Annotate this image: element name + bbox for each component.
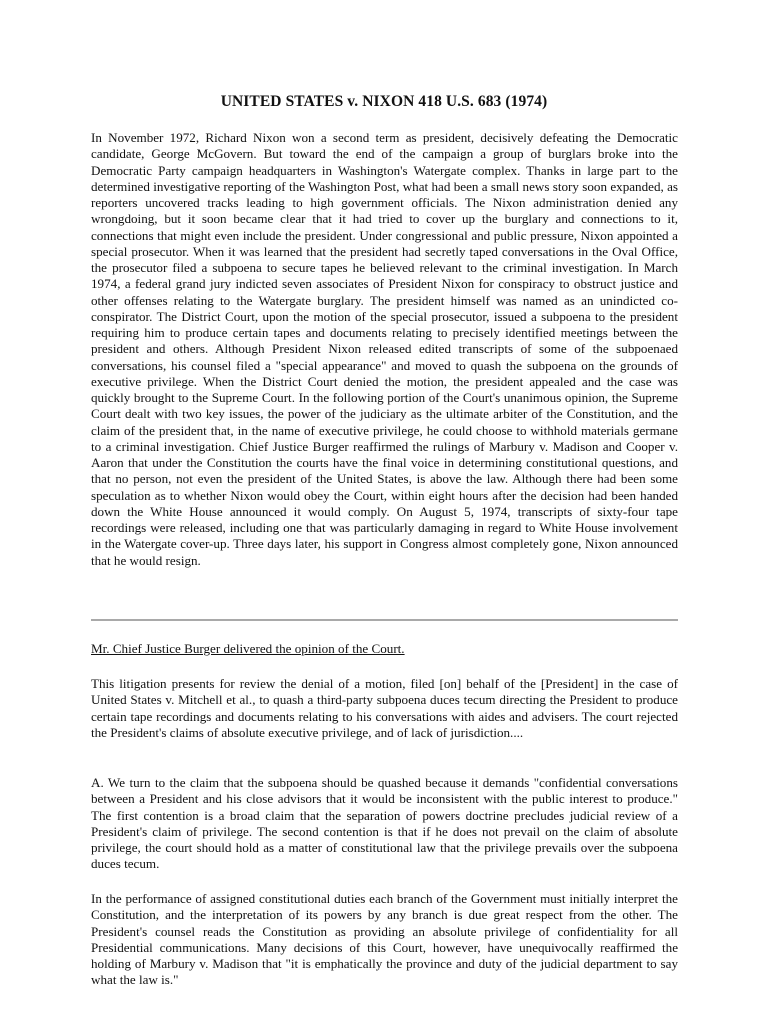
opinion-paragraph-2: A. We turn to the claim that the subpoena should be quashed because it demands "confidential conversations between a President and his close advisors that it would be inconsistent with the public interest to produce." The first contention is a broad claim that the separation of powers doctrine precludes judicial review of a President's claim of privilege. The second contention is that if he does not prevail on the claim of absolute privilege, the court should hold as a matter of constitutional law that the privilege prevails over the subpoena duces tecum. [91,775,678,872]
document-title: UNITED STATES v. NIXON 418 U.S. 683 (1974) [220,93,548,110]
section-divider [91,619,678,621]
opinion-paragraph-1: This litigation presents for review the denial of a motion, filed [on] behalf of the [President] in the case of United States v. Mitchell et al., to quash a third-party subpoena duces tecum directing the President to produce certain tape recordings and documents relating to his conversations with aides and advisers. The court rejected the President's claims of absolute executive privilege, and of lack of jurisdiction.... [91,676,678,740]
intro-paragraph: In November 1972, Richard Nixon won a second term as president, decisively defeating the Democratic candidate, George McGovern. But toward the end of the campaign a group of burglars broke into the Democratic Party campaign headquarters in Washington's Watergate complex. Thanks in large part to the determined investigative reporting of the Washington Post, what had been a small news story soon expanded, as reporters uncovered tracks leading to high government officials. The Nixon administration denied any wrongdoing, but it soon became clear that it had tried to cover up the burglary and connections to it, connections that might even include the president. Under congressional and public pressure, Nixon appointed a special prosecutor. When it was learned that the president had secretly taped conversations in the Oval Office, the prosecutor filed a subpoena to secure tapes he believed relevant to the criminal investigation. In March 1974, a federal grand jury indicted seven associates of President Nixon for conspiracy to obstruct justice and other offenses relating to the Watergate burglary. The president himself was named as an unindicted co-conspirator. The District Court, upon the motion of the special prosecutor, issued a subpoena to the president requiring him to produce certain tapes and documents relating to precisely identified meetings between the president and others. Although President Nixon released edited transcripts of some of the subpoenaed conversations, his counsel filed a "special appearance" and moved to quash the subpoena on the grounds of executive privilege. When the District Court denied the motion, the president appealed and the case was quickly brought to the Supreme Court. In the following portion of the Court's unanimous opinion, the Supreme Court dealt with two key issues, the power of the judiciary as the ultimate arbiter of the Constitution, and the claim of the president that, in the name of executive privilege, he could choose to withhold materials germane to a criminal investigation. Chief Justice Burger reaffirmed the rulings of Marbury v. Madison and Cooper v. Aaron that under the Constitution the courts have the final voice in determining constitutional questions, and that no person, not even the president of the United States, is above the law. Although there had been some speculation as to whether Nixon would obey the Court, within eight hours after the decision had been handed down the White House announced it would comply. On August 5, 1974, transcripts of sixty-four tape recordings were released, including one that was particularly damaging in regard to White House involvement in the Watergate cover-up. Three days later, his support in Congress almost completely gone, Nixon announced that he would resign. [91,130,678,568]
opinion-heading: Mr. Chief Justice Burger delivered the opinion of the Court. [91,641,405,656]
opinion-paragraph-3: In the performance of assigned constitutional duties each branch of the Government must initially interpret the Constitution, and the interpretation of its powers by any branch is due great respect from the other. The President's counsel reads the Constitution as providing an absolute privilege of confidentiality for all Presidential communications. Many decisions of this Court, however, have unequivocally reaffirmed the holding of Marbury v. Madison that "it is emphatically the province and duty of the judicial department to say what the law is." [91,891,678,988]
